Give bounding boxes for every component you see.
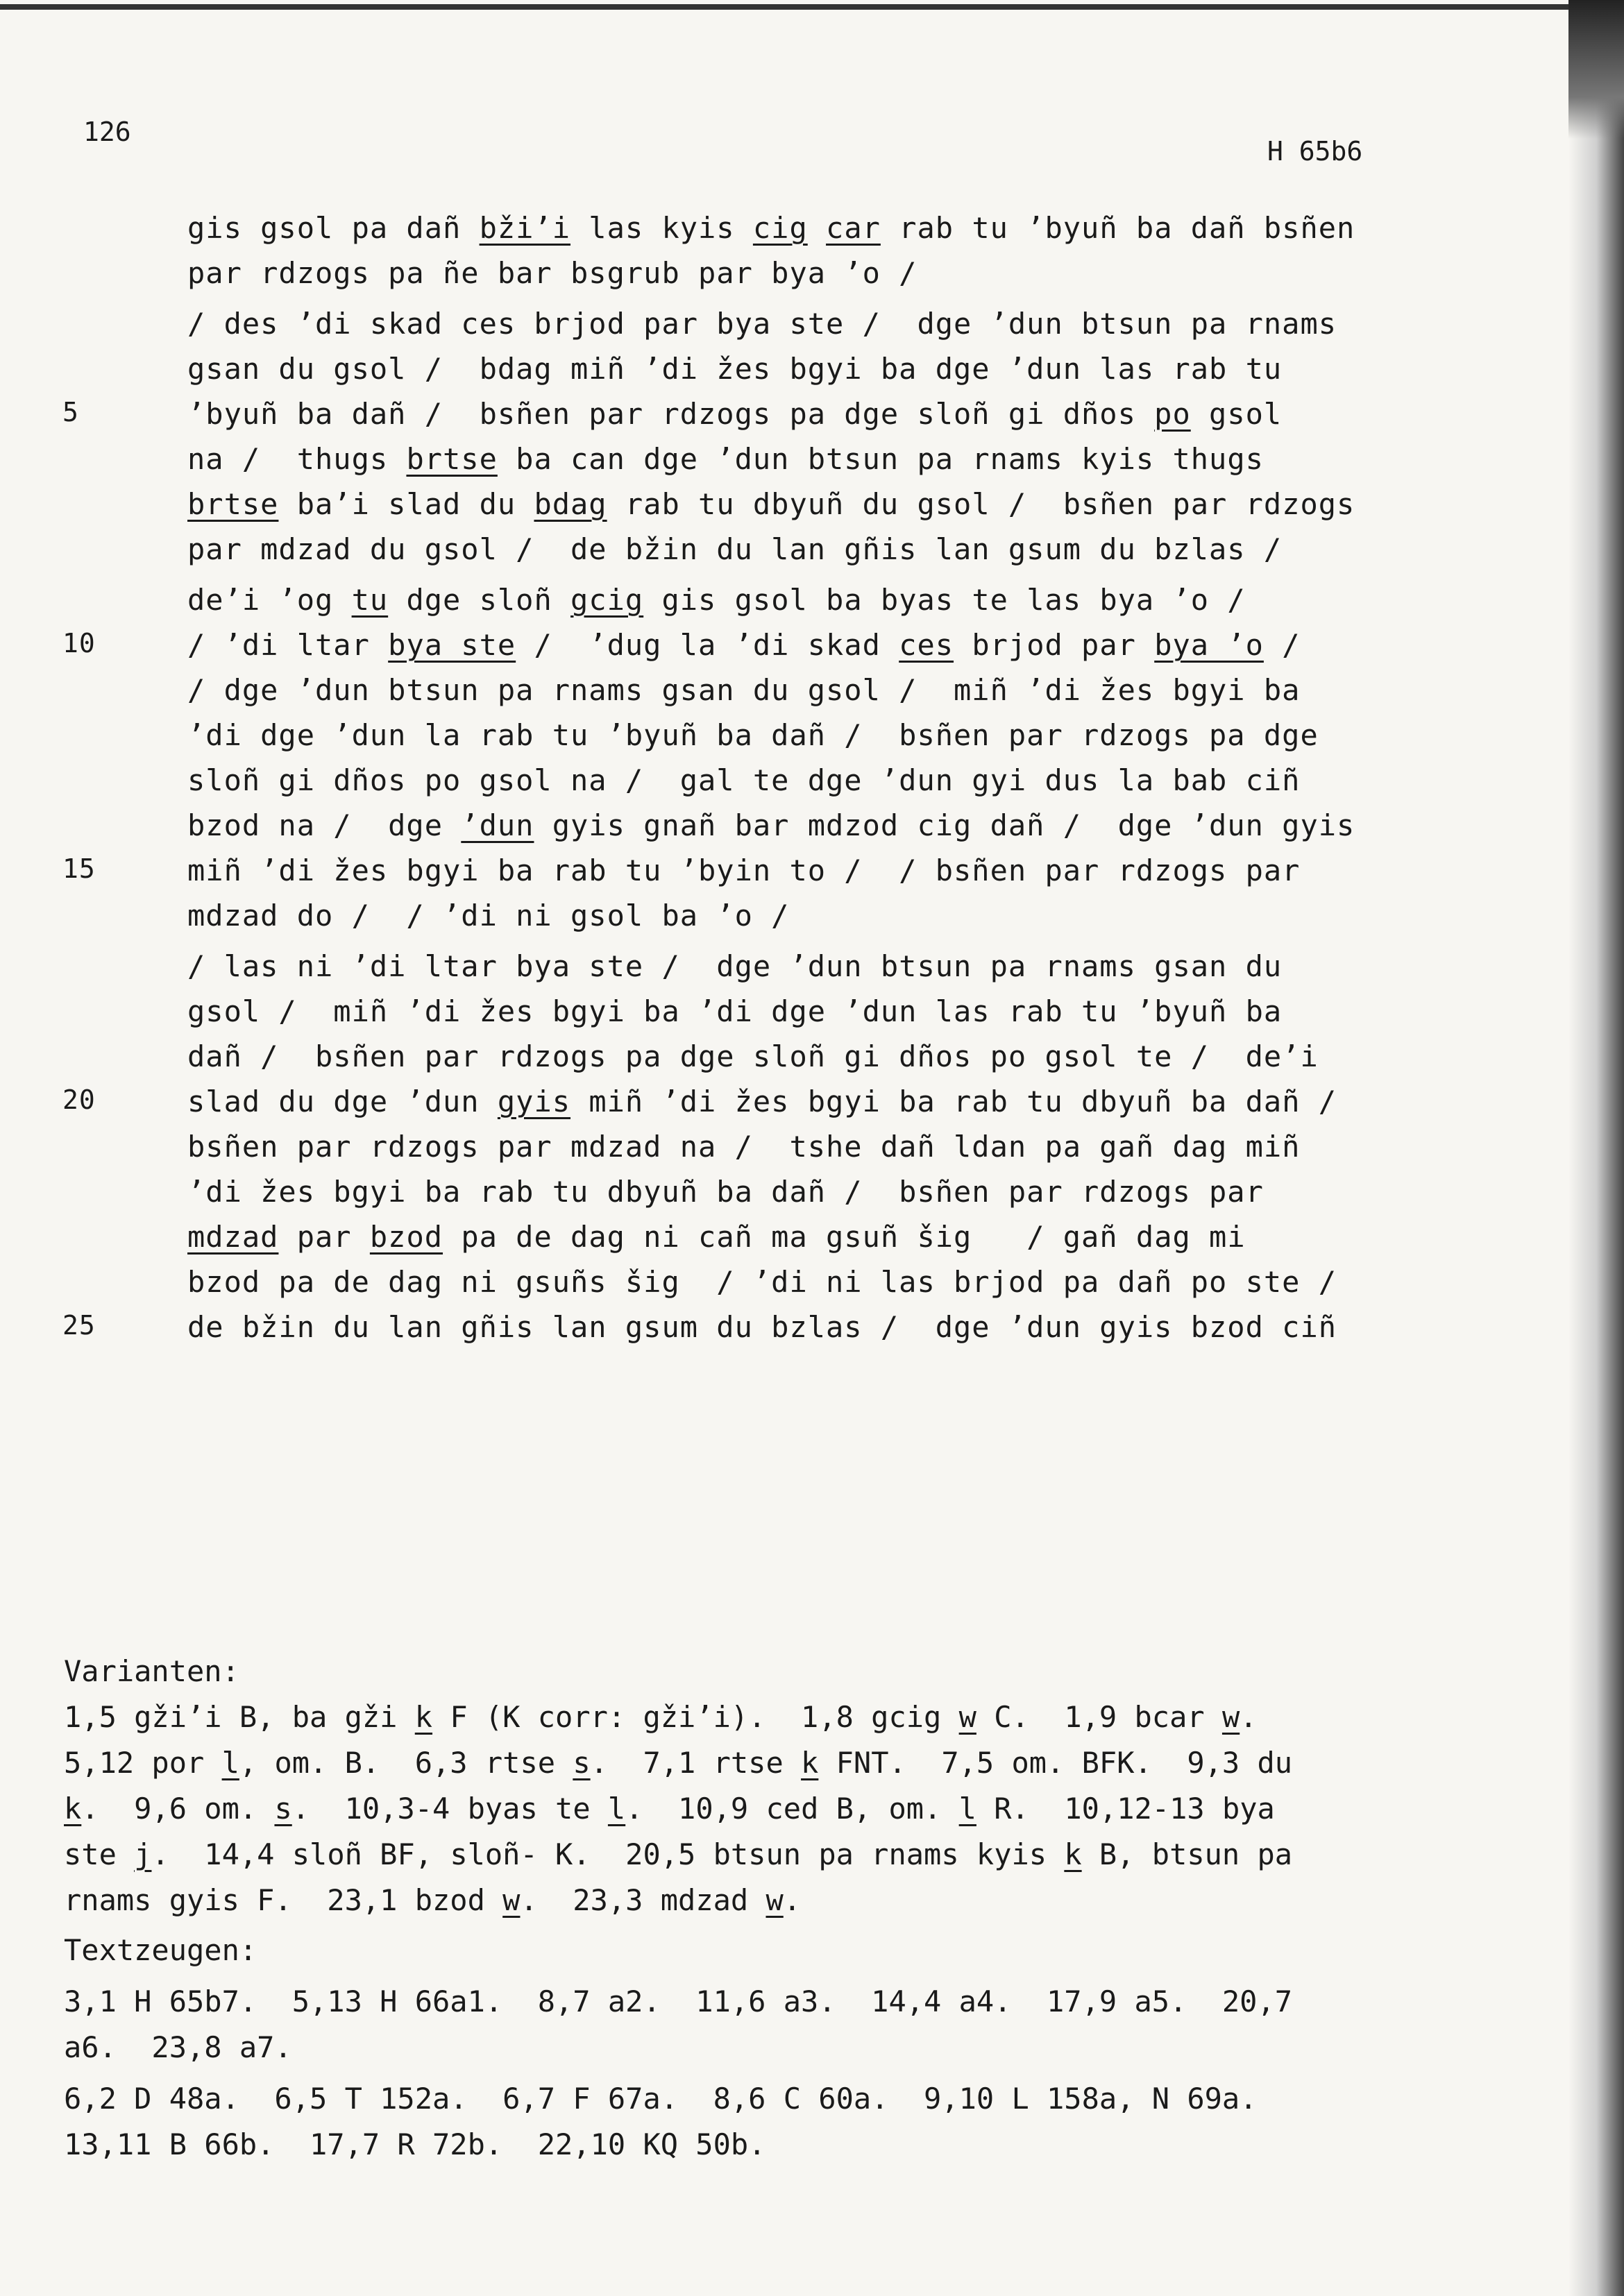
text-run: brjod par [954, 628, 1155, 662]
text-line [0, 250, 1388, 296]
page-number: 126 [83, 117, 131, 147]
underlined-word: s [274, 1792, 292, 1826]
text-run: bzod pa de dag ni gsuñs šig / ’di ni las brjod pa dañ po ste / [187, 1265, 1337, 1299]
text-run: 5,12 por [64, 1746, 222, 1780]
underlined-word: l [607, 1792, 626, 1826]
underlined-word: w [1221, 1700, 1240, 1734]
text-run [808, 211, 826, 245]
text-line [0, 989, 1388, 1034]
text-run: gsol / miñ ’di žes bgyi ba ’di dge ’dun las rab tu ’byuñ ba [187, 994, 1283, 1028]
text-paragraph [0, 301, 1388, 572]
text-line [0, 622, 1388, 667]
text-line [0, 577, 1388, 622]
underlined-word: w [958, 1700, 976, 1734]
textzeugen-line: 3,1 H 65b7. 5,13 H 66a1. 8,7 a2. 11,6 a3. 14,4 a4. 17,9 a5. 20,7 [64, 1984, 1293, 2018]
varianten-line [64, 1792, 1382, 1837]
page-signature: H 65b6 [1267, 136, 1363, 167]
line-text [187, 352, 1282, 386]
text-run: , om. B. 6,3 rtse [239, 1746, 573, 1780]
textzeugen-heading: Textzeugen: [64, 1933, 257, 1967]
textzeugen-group [64, 2082, 1382, 2173]
text-run: bzod na / dge [187, 808, 462, 842]
text-run: ba’i slad du [278, 487, 534, 521]
text-run: R. 10,12-13 bya [976, 1792, 1275, 1826]
line-text [187, 1130, 1300, 1164]
underlined-word: bzod [369, 1220, 443, 1254]
text-run: ba can dge ’dun btsun pa rnams kyis thugs [497, 442, 1264, 476]
main-text [0, 205, 1388, 1355]
line-text [187, 1310, 1337, 1344]
text-line [0, 713, 1388, 758]
underlined-word: bya ste [388, 628, 516, 662]
underlined-word: mdzad [187, 1220, 279, 1254]
text-run: ’byuñ ba dañ / bsñen par rdzogs pa dge sloñ gi dños [187, 397, 1155, 431]
text-run: na / thugs [187, 442, 407, 476]
varianten-lines [64, 1700, 1382, 1929]
textzeugen-line: 6,2 D 48a. 6,5 T 152a. 6,7 F 67a. 8,6 C 60a. 9,10 L 158a, N 69a. [64, 2082, 1258, 2116]
varianten-line [64, 1837, 1382, 1883]
varianten-line [64, 1700, 1382, 1746]
textzeugen-line: a6. 23,8 a7. [64, 2030, 292, 2064]
text-run: gsan du gsol / bdag miñ ’di žes bgyi ba dge ’dun las rab tu [187, 352, 1283, 386]
line-text [187, 628, 1301, 662]
text-line [0, 758, 1388, 803]
text-line [0, 205, 1388, 250]
text-line [0, 391, 1388, 436]
text-run: ste [64, 1837, 135, 1871]
text-paragraph [0, 944, 1388, 1350]
underlined-word: bdag [534, 487, 607, 521]
text-run: . 10,9 ced B, om. [625, 1792, 959, 1826]
text-run: . [1240, 1700, 1258, 1734]
text-run: B, btsun pa [1081, 1837, 1293, 1871]
text-run: rnams gyis F. 23,1 bzod [64, 1883, 503, 1917]
text-line [0, 1169, 1388, 1214]
text-line [0, 527, 1388, 572]
underlined-word: gyis [497, 1085, 571, 1119]
line-number: 15 [62, 853, 96, 884]
text-run: miñ ’di žes bgyi ba rab tu ’byin to / / bsñen par rdzogs par [187, 853, 1301, 887]
underlined-word: l [221, 1746, 239, 1780]
textzeugen-group [64, 1984, 1382, 2076]
text-run: . 9,6 om. [81, 1792, 275, 1826]
line-number: 10 [62, 628, 96, 658]
text-line [0, 1259, 1388, 1304]
varianten-heading: Varianten: [64, 1654, 239, 1688]
line-text [187, 1085, 1337, 1119]
text-run: dañ / bsñen par rdzogs pa dge sloñ gi dños po gsol te / de’i [187, 1039, 1319, 1073]
text-line [0, 1079, 1388, 1124]
text-run: / [1263, 628, 1301, 662]
text-run: ’di žes bgyi ba rab tu dbyuñ ba dañ / bsñen par rdzogs par [187, 1175, 1264, 1209]
line-text [187, 1039, 1319, 1073]
line-number: 25 [62, 1310, 96, 1341]
text-run: . 7,1 rtse [590, 1746, 802, 1780]
text-run: miñ ’di žes bgyi ba rab tu dbyuñ ba dañ / [570, 1085, 1337, 1119]
text-line [0, 893, 1388, 938]
underlined-word: k [64, 1792, 82, 1826]
text-run: slad du dge ’dun [187, 1085, 498, 1119]
line-text [187, 1265, 1337, 1299]
text-run: las kyis [570, 211, 753, 245]
scan-edge-shadow [1568, 0, 1624, 2296]
line-text [187, 1220, 1246, 1254]
underlined-word: po [1154, 397, 1191, 431]
text-run: . 14,4 sloñ BF, sloñ- K. 20,5 btsun pa rnams kyis [151, 1837, 1065, 1871]
underlined-word: tu [351, 583, 389, 617]
text-run: gis gsol pa dañ [187, 211, 480, 245]
line-text [187, 718, 1319, 752]
text-line [0, 803, 1388, 848]
text-run: / dge ’dun btsun pa rnams gsan du gsol / miñ ’di žes bgyi ba [187, 673, 1301, 707]
text-run: . 10,3-4 byas te [291, 1792, 608, 1826]
apparatus [64, 1654, 1382, 2173]
underlined-word: brtse [406, 442, 498, 476]
textzeugen-lines [64, 1984, 1382, 2173]
line-text [187, 583, 1246, 617]
underlined-word: bži’i [479, 211, 571, 245]
text-line [0, 848, 1388, 893]
line-text [187, 532, 1282, 566]
top-border-line [0, 4, 1568, 10]
text-run: . 23,3 mdzad [520, 1883, 766, 1917]
line-text [187, 256, 917, 290]
text-run: rab tu ’byuñ ba dañ bsñen [880, 211, 1355, 245]
text-run: pa de dag ni cañ ma gsuñ šig / gañ dag mi [443, 1220, 1246, 1254]
text-run: gis gsol ba byas te las bya ’o / [643, 583, 1246, 617]
line-text [187, 397, 1282, 431]
line-text [187, 673, 1300, 707]
text-line [0, 482, 1388, 527]
text-run: par [278, 1220, 370, 1254]
text-line [0, 346, 1388, 391]
line-text [187, 949, 1282, 983]
text-paragraph [0, 577, 1388, 938]
text-line [0, 436, 1388, 482]
underlined-word: k [1064, 1837, 1082, 1871]
text-line [0, 1124, 1388, 1169]
textzeugen-line: 13,11 B 66b. 17,7 R 72b. 22,10 KQ 50b. [64, 2127, 766, 2161]
underlined-word: k [414, 1700, 433, 1734]
line-text [187, 994, 1282, 1028]
text-run: 1,5 gži’i B, ba gži [64, 1700, 415, 1734]
underlined-word: w [502, 1883, 521, 1917]
text-run: ’di dge ’dun la rab tu ’byuñ ba dañ / bsñen par rdzogs pa dge [187, 718, 1319, 752]
underlined-word: j [134, 1837, 152, 1871]
text-run: rab tu dbyuñ du gsol / bsñen par rdzogs [607, 487, 1355, 521]
text-run: de bžin du lan gñis lan gsum du bzlas / dge ’dun gyis bzod ciñ [187, 1310, 1337, 1344]
text-run: gyis gnañ bar mdzod cig dañ / dge ’dun gyis [534, 808, 1355, 842]
line-text [187, 1175, 1264, 1209]
underlined-word: gcig [570, 583, 644, 617]
text-line [0, 667, 1388, 713]
text-line [0, 944, 1388, 989]
text-run: bsñen par rdzogs par mdzad na / tshe dañ ldan pa gañ dag miñ [187, 1130, 1301, 1164]
line-text [187, 442, 1264, 476]
varianten-line [64, 1746, 1382, 1792]
text-run: / ’di ltar [187, 628, 389, 662]
line-number: 20 [62, 1085, 96, 1115]
text-run: mdzad do / / ’di ni gsol ba ’o / [187, 899, 790, 933]
text-line [0, 1304, 1388, 1350]
text-line [0, 1214, 1388, 1259]
text-run: F (K corr: gži’i). 1,8 gcig [432, 1700, 959, 1734]
underlined-word: car [826, 211, 881, 245]
text-run: C. 1,9 bcar [976, 1700, 1222, 1734]
line-text [187, 853, 1300, 887]
underlined-word: s [573, 1746, 591, 1780]
line-text [187, 211, 1355, 245]
text-line [0, 301, 1388, 346]
line-number: 5 [62, 397, 79, 427]
underlined-word: ces [899, 628, 954, 662]
underlined-word: ’dun [461, 808, 534, 842]
text-run: de’i ’og [187, 583, 352, 617]
text-run: par rdzogs pa ñe bar bsgrub par bya ’o / [187, 256, 917, 290]
underlined-word: brtse [187, 487, 279, 521]
underlined-word: w [766, 1883, 784, 1917]
underlined-word: bya ’o [1154, 628, 1264, 662]
text-run: / des ’di skad ces brjod par bya ste / dge ’dun btsun pa rnams [187, 307, 1337, 341]
line-text [187, 307, 1337, 341]
text-run: par mdzad du gsol / de bžin du lan gñis lan gsum du bzlas / [187, 532, 1283, 566]
text-paragraph [0, 205, 1388, 296]
text-run: / las ni ’di ltar bya ste / dge ’dun btsun pa rnams gsan du [187, 949, 1283, 983]
underlined-word: cig [752, 211, 808, 245]
text-run: / ’dug la ’di skad [516, 628, 899, 662]
varianten-line [64, 1883, 1382, 1929]
underlined-word: l [958, 1792, 976, 1826]
text-run: gsol [1190, 397, 1283, 431]
text-run: dge sloñ [388, 583, 571, 617]
text-line [0, 1034, 1388, 1079]
text-run: sloñ gi dños po gsol na / gal te dge ’dun gyi dus la bab ciñ [187, 763, 1301, 797]
line-text [187, 899, 789, 933]
underlined-word: k [801, 1746, 819, 1780]
text-run: FNT. 7,5 om. BFK. 9,3 du [818, 1746, 1293, 1780]
line-text [187, 808, 1355, 842]
line-text [187, 487, 1355, 521]
line-text [187, 763, 1300, 797]
scan-edge-shadow-top [1568, 0, 1624, 139]
text-run: . [783, 1883, 802, 1917]
